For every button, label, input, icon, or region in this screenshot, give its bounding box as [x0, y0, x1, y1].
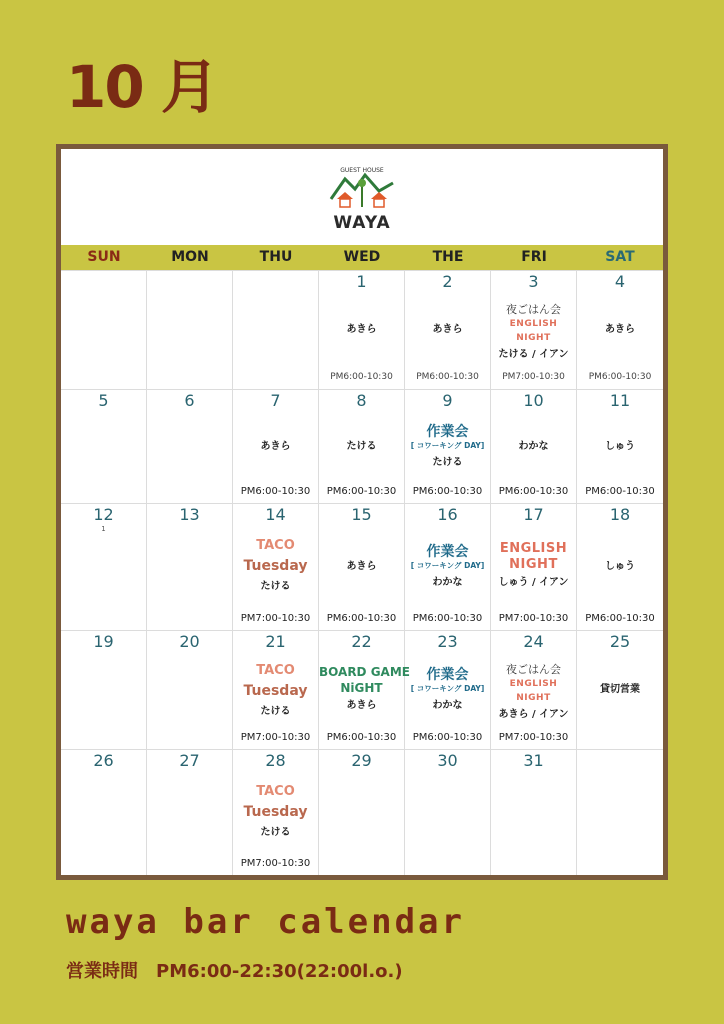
event-time: PM6:00-10:30 [585, 486, 655, 497]
day-cell[interactable] [147, 750, 233, 875]
weekday-fri: FRI [521, 249, 547, 265]
event-time: PM6:00-10:30 [412, 613, 483, 624]
event-taco-tuesday: TACO [256, 784, 295, 799]
day-cell[interactable] [61, 631, 147, 749]
day-number: 20 [179, 632, 200, 651]
day-number: 13 [179, 505, 200, 524]
day-cell[interactable] [405, 504, 491, 630]
staff-name: わかな [432, 577, 463, 588]
week-row [61, 389, 663, 503]
day-cell[interactable] [147, 390, 233, 503]
weekday-thu: THU [259, 249, 293, 265]
event-time: PM6:00-10:30 [412, 486, 483, 497]
day-cell[interactable] [147, 271, 233, 389]
day-cell[interactable] [319, 631, 410, 749]
event-time: PM7:00-10:30 [502, 372, 565, 382]
day-cell[interactable] [319, 504, 405, 630]
day-cell[interactable] [491, 504, 577, 630]
event-taco-tuesday [233, 681, 318, 702]
event-english-night: ENGLISH [509, 319, 558, 329]
day-cell[interactable] [233, 271, 319, 389]
staff-name: たける / イアン [498, 349, 569, 360]
month-title: 10 月 [66, 53, 217, 121]
staff-name: たける [260, 827, 291, 838]
event-english-night: ENGLISH [499, 541, 568, 556]
event-time: PM7:00-10:30 [240, 732, 311, 743]
day-cell[interactable] [491, 390, 577, 503]
day-cell[interactable] [233, 750, 319, 875]
event-dinner: 夜ごはん会 [506, 303, 561, 316]
staff-name: たける [346, 441, 377, 452]
event-time: PM6:00-10:30 [498, 486, 569, 497]
event-coworking-day: [ コワーキング DAY] [410, 561, 485, 570]
day-number: 15 [351, 505, 372, 524]
day-number: 11 [609, 391, 631, 410]
day-number: 23 [437, 632, 458, 651]
event-work-session: 作業会 [426, 667, 469, 683]
day-cell[interactable] [61, 271, 147, 389]
staff-name: わかな [432, 700, 463, 711]
day-sub-note: 1 [101, 525, 106, 533]
event-time: PM6:00-10:30 [240, 486, 311, 497]
day-number: 28 [265, 751, 286, 770]
day-cell[interactable] [405, 631, 491, 749]
day-number: 27 [179, 751, 200, 770]
day-number: 9 [442, 391, 453, 410]
day-cell[interactable] [577, 750, 663, 875]
mountain-house-logo-icon [327, 163, 397, 213]
day-number: 16 [437, 505, 458, 524]
event-work-session: 作業会 [426, 544, 469, 560]
weekday-wed: WED [343, 249, 381, 265]
day-cell[interactable] [147, 504, 233, 630]
day-cell[interactable] [61, 390, 147, 503]
day-number: 10 [523, 391, 544, 410]
event-time: PM7:00-10:30 [240, 613, 311, 624]
weekday-mon: MON [171, 249, 209, 265]
staff-name: あきら [260, 441, 291, 452]
event-taco-tuesday: TACO [256, 663, 295, 678]
day-cell[interactable] [319, 390, 405, 503]
day-number: 14 [265, 505, 286, 524]
day-cell[interactable] [233, 504, 319, 630]
week-row [61, 630, 663, 749]
week-row [61, 749, 663, 875]
event-time: PM6:00-10:30 [412, 732, 483, 743]
staff-name: あきら [605, 324, 635, 335]
day-number: 19 [93, 632, 114, 651]
event-time: PM6:00-10:30 [326, 486, 397, 497]
day-number: 25 [609, 632, 631, 651]
day-cell[interactable] [61, 504, 147, 630]
event-taco-tuesday-text: Tuesday [243, 683, 308, 699]
day-number: 31 [523, 751, 544, 770]
staff-name: あきら [346, 700, 377, 711]
day-number: 22 [351, 632, 372, 651]
day-number: 5 [98, 391, 109, 410]
event-time: PM6:00-10:30 [588, 372, 652, 382]
day-cell[interactable] [405, 750, 491, 875]
day-cell[interactable] [147, 631, 233, 749]
staff-name: あきら / イアン [498, 709, 569, 720]
event-coworking-day: [ コワーキング DAY] [410, 441, 485, 450]
day-cell[interactable] [491, 750, 577, 875]
day-number: 1 [356, 272, 367, 291]
event-board-game-night: BOARD GAME [319, 665, 410, 679]
event-dinner: 夜ごはん会 [506, 663, 561, 676]
staff-name: たける [432, 457, 463, 468]
event-english-night: NIGHT [516, 333, 551, 343]
calendar-frame [56, 144, 668, 880]
event-taco-tuesday-text: Tuesday [243, 804, 308, 820]
day-number: 6 [184, 391, 195, 410]
event-time: PM6:00-10:30 [326, 732, 397, 743]
day-cell[interactable] [491, 631, 577, 749]
day-cell[interactable] [61, 750, 147, 875]
event-time: PM6:00-10:30 [326, 613, 397, 624]
day-number: 17 [523, 505, 544, 524]
calendar-card [61, 149, 663, 875]
day-number: 2 [442, 272, 453, 291]
staff-name: あきら [346, 561, 377, 572]
day-cell[interactable] [405, 271, 491, 389]
event-time: PM7:00-10:30 [498, 613, 569, 624]
event-english-night: NIGHT [509, 557, 558, 572]
day-cell[interactable] [319, 750, 405, 875]
day-number: 12 [93, 505, 114, 524]
day-number: 30 [437, 751, 458, 770]
day-number: 3 [528, 272, 539, 291]
event-english-night: ENGLISH [509, 679, 558, 689]
staff-name: たける [260, 706, 291, 717]
day-cell[interactable] [577, 631, 663, 749]
staff-name: あきら [432, 324, 463, 335]
staff-name: たける [260, 581, 291, 592]
footer-title: waya bar calendar [66, 902, 465, 942]
event-time: PM6:00-10:30 [585, 613, 655, 624]
day-cell[interactable] [319, 271, 405, 389]
day-number: 4 [614, 272, 626, 291]
event-board-game-night: NiGHT [340, 681, 383, 695]
event-taco-tuesday [233, 802, 318, 823]
event-time: PM6:00-10:30 [330, 372, 393, 382]
logo [61, 149, 663, 245]
logo-small-text: GUEST HOUSE [340, 167, 384, 174]
event-time: PM6:00-10:30 [416, 372, 479, 382]
weekday-header [61, 245, 663, 270]
day-cell[interactable] [405, 390, 491, 503]
day-number: 29 [351, 751, 372, 770]
week-row [61, 503, 663, 630]
event-coworking-day: [ コワーキング DAY] [410, 684, 485, 693]
business-hours: 営業時間 PM6:00-22:30(22:00l.o.) [66, 961, 403, 982]
staff-name: わかな [518, 441, 549, 452]
day-cell[interactable] [577, 390, 663, 503]
weekday-sat: SAT [605, 249, 635, 265]
day-cell[interactable] [233, 631, 319, 749]
week-row [61, 270, 663, 389]
weekday-the: THE [432, 249, 464, 265]
event-english-night: NIGHT [516, 693, 551, 703]
day-number: 24 [523, 632, 544, 651]
event-taco-tuesday [233, 556, 318, 577]
day-cell[interactable] [577, 504, 663, 630]
event-time: PM7:00-10:30 [240, 858, 311, 869]
event-private-booking: 貸切営業 [600, 684, 640, 695]
day-number: 21 [265, 632, 286, 651]
day-cell[interactable] [233, 390, 319, 503]
day-number: 8 [356, 391, 367, 410]
day-number: 7 [270, 391, 281, 410]
day-number: 18 [609, 505, 631, 524]
day-cell[interactable] [491, 271, 577, 389]
staff-name: しゅう / イアン [498, 577, 569, 588]
day-number: 26 [93, 751, 114, 770]
event-time: PM7:00-10:30 [498, 732, 569, 743]
staff-name: しゅう [605, 561, 635, 572]
staff-name: しゅう [605, 441, 635, 452]
event-taco-tuesday-text: Tuesday [243, 558, 308, 574]
event-taco-tuesday: TACO [256, 538, 295, 553]
logo-name: WAYA [333, 213, 391, 233]
staff-name: あきら [346, 324, 377, 335]
weekday-sun: SUN [87, 249, 121, 265]
day-cell[interactable] [577, 271, 663, 389]
event-work-session: 作業会 [426, 424, 469, 440]
